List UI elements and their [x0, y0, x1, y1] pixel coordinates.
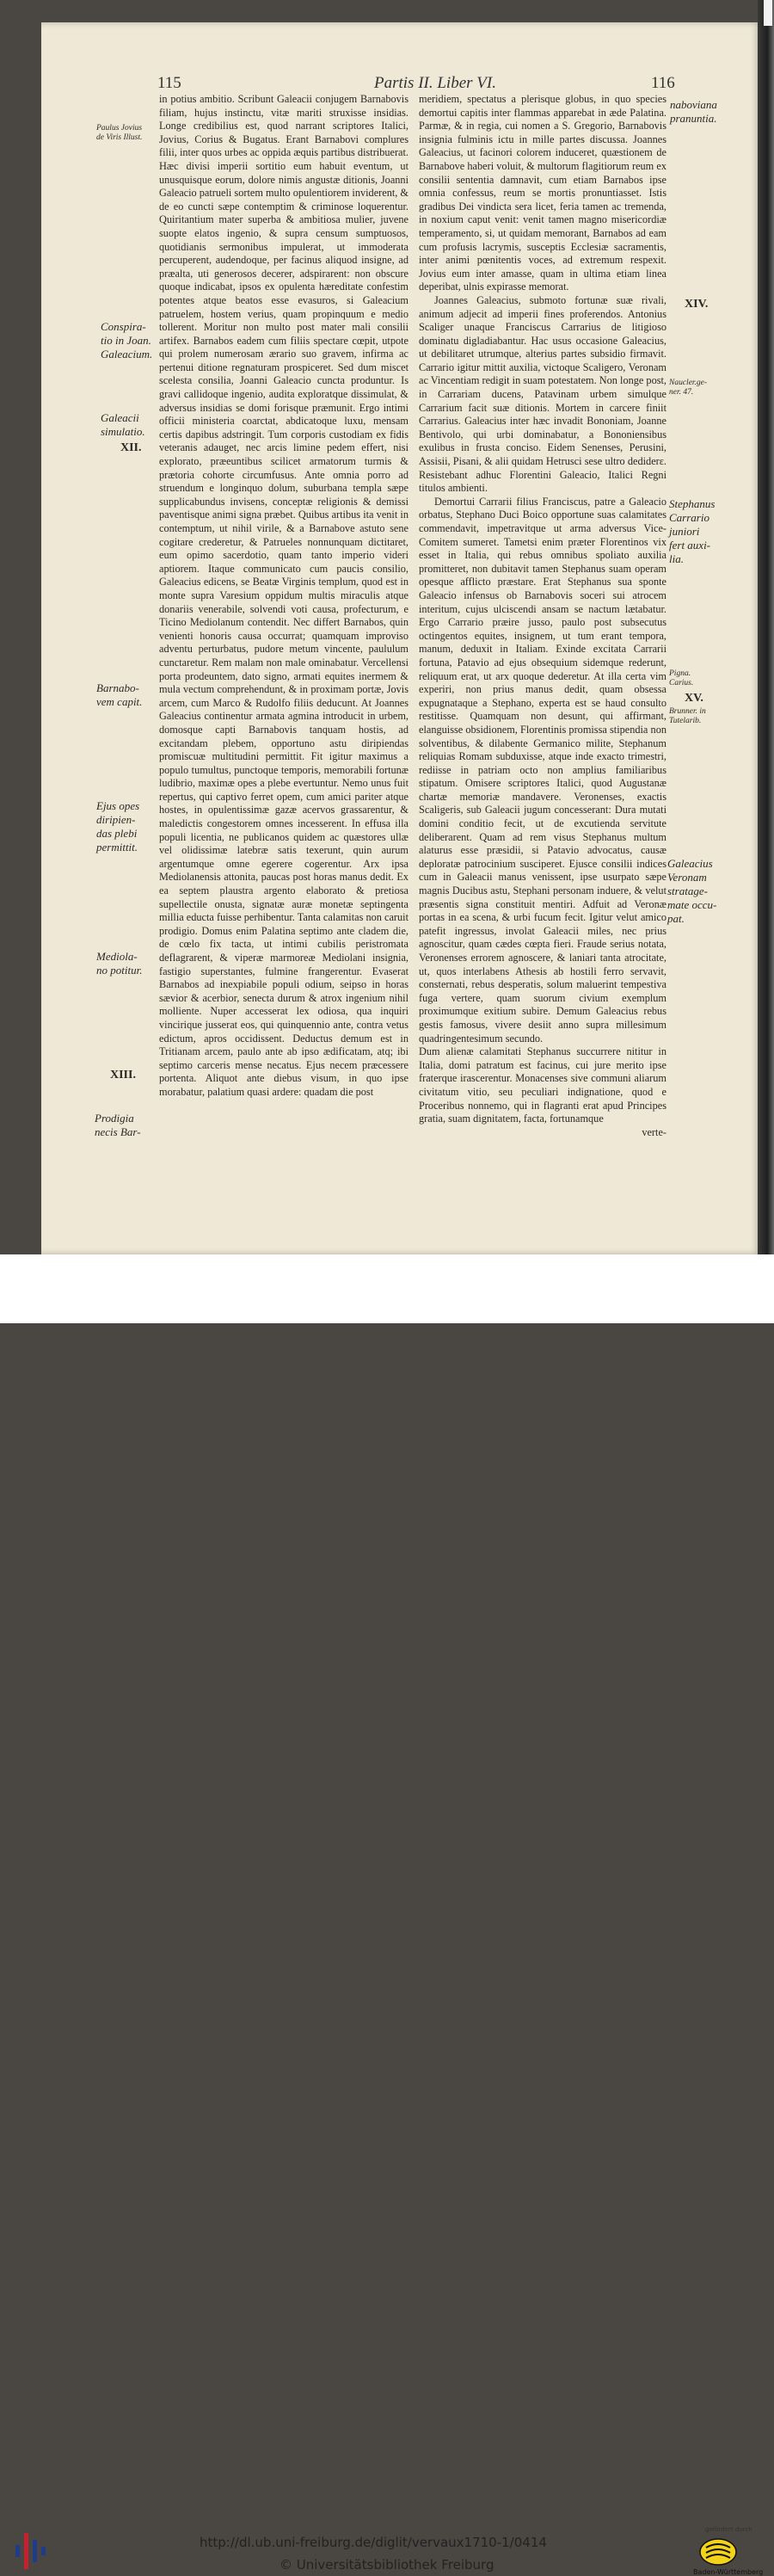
margin-section-xiii: XIII. — [110, 1069, 136, 1082]
copyright-notice: © Universitätsbibliothek Freiburg — [280, 2557, 494, 2573]
page-number-right: 116 — [651, 74, 675, 92]
margin-note-veronam: Galeacius Veronam stratage- mate occu- pat. — [667, 857, 717, 925]
margin-note-stephanus: Stephanus Carrario juniori fert auxi- lia. — [669, 497, 716, 565]
page-edge-strip — [764, 0, 772, 26]
margin-note-paulus-jovius: Paulus Jovius de Viris Illust. — [96, 124, 143, 142]
margin-note-brunner: Brunner. in Tutelarib. — [669, 707, 706, 725]
funded-by-label: gefördert durch — [705, 2526, 752, 2533]
right-paragraph-4: Dum alienæ calamitati Stephanus succurrere nititur in Italia, domi patratum est facinus, cui jure merito ipse fraterque irascerentur. Monacenses sive communi aliarum civitatum vitio, seu peculiari indignatione, quod e Proceribus nonnemo, qui in flagranti erat apud Principes gratia, suam dignitatem, facta, fortunamque — [419, 1045, 666, 1125]
margin-note-mediolano: Mediola- no potitur. — [96, 950, 143, 977]
running-title: Partis II. Liber VI. — [374, 74, 496, 92]
margin-note-conspiratio: Conspira- tio in Joan. Galeacium. — [101, 320, 153, 361]
catchword: verte- — [642, 1125, 666, 1138]
margin-note-nauclerus: Naucler.ge- ner. 47. — [669, 379, 708, 397]
margin-section-xv: XV. — [685, 692, 703, 705]
university-library-logo-icon — [14, 2530, 52, 2573]
right-paragraph-3: Demortui Carrarii filius Franciscus, patre a Galeacio orbatus, Stephano Duci Boico opportune suas calamitates commendavit, impetravitque ut arma adversus Vice-Comitem sumeret. Tametsi enim præter Florentinos vix esset in Italia, qui rebus omnibus spoliato auxilia promitteret, non dubitavit tamen Stephanus suam operam opesque afflicto præstare. Erat Stephanus sua sponte Galeacio infensus ob Barnabovis soceri sui atrocem interitum, cujus ulciscendi ansam se nactum lætabatur. Ergo Carrario præire jusso, paulo post subsecutus octingentos equites, insignem, ut tum erant tempora, manum, deduxit in Italiam. Exinde excitata Carrarii fortuna, Patavio ad ejus obsequium sidemque rederunt, reliquum erat, ut arx quoque dederetur. At illa certa vim experiri, non prius manus dedit, quam obsessa expugnataque a Stephano, experta est se haud consulto restitisse. Quamquam non desunt, qui affirmant, elanguisse obsidionem, Florentinis promissa stipendia non solventibus, & dilabente Germanico milite, Stephanum reliquias Romam subduxisse, atque inde exacto trimestri, rediisse in patriam octo non amplius familiaribus stipatum. Omisere scriptores Italici, quod Augustanæ chartæ memoriæ mandavere. Veronenses, exactis Scaligeris, sub Galeacii jugum concesserant: Dura mutati domini conditio fecit, ut de excutienda servitute deliberarent. Quam ad rem visus Stephanus multum alaturus esse præsidii, si Patavio advocatus, causæ deploratæ patrocinium susciperet. Ejusce consilii indices cum in Galeacii manus venissent, ipse usurpato sæpe magnis Ducibus astu, Stephani personam induere, & velut præsentis signa constituit mentiri. Adfuit ad Veronæ portas in ea scena, & urbi fucum fecit. Igitur velut amico patefit ingressus, involat Galeacii miles, nec prius agnoscitur, quam cædes cœpta fieri. Fraude serius notata, Veronenses errorem agnoscere, & laniari tanta atrocitate, ut, quos interlabens Athesis ab hostili ferro servavit, consternati, rebus desperatis, solum maluerint tempestiva fuga vertere, quam suorum civium exemplum proximumque exitium subire. Demum Galeacius rebus gestis famosus, vivere desiit anno supra millesimum quadringentesimum secundo. — [419, 495, 666, 1045]
margin-section-xii: XII. — [120, 441, 142, 454]
left-paragraph-1: in potius ambitio. Scribunt Galeacii conjugem Barnabovis filiam, hujus instinctu, vitæ mariti struxisse insidias. Longe credibilius est, quod narrant scriptores Italici, Jovius, Corius & Bugatus. Erant Barnabovi complures filii, inter quos urbes ac oppida æquis partibus distribuerat. Hæc divisi imperii sortitio eum habuit eventum, ut unusquisque eorum, dolore nimis angustæ ditionis, Joanni Galeacio patrueli sortem multo opulentiorem inviderent, & de eo cuncti sæpe contemptim & criminose loquerentur. Quiritantium mater superba & ambitiosa mulier, juvene suopte elatos ingenio, & supra censum sumptuosos, quotidianis sermonibus impulerat, ut immoderata percuperent, audendoque, per facinus aliquod insigne, ad præalta, uti generosos decerer, adspirarent: non obscure quoque indicabat, ipsos ex opulenta hæreditate confestim potentes atque beatos esse evasuros, si Galeacium patruelem, hostem verius, quam propinquum e medio tollerent. Moritur non multo post mater mali consilii artifex. Barnabos eadem cum filiis spectare cœpit, utpote qui prolem numerosam ærario suo gravem, infirma ac pertenui ditione regnaturam prospiceret. Sed dum miscet scelesta consilia, Joanni Galeacio cuncta produntur. Is gravi callidoque ingenio, audita exploratque dissimulat, & adversus insidias se domi forisque præmunit. Ergo intimi officii ministeria coarctat, abdicatoque luxu, mensam certis dapibus adstringit. Tum corporis custodiam ex fidis veteranis adauget, nec arcis limine pedem effert, nisi explorato, præeuntibus scilicet armatorum turmis & prætoria cohorte circumfusus. Ante omnia porro ad struendum e longinquo dolum, suburbana templa sæpe supplicabundus invisens, conceptæ religionis & demissi paventisque animi signa præbet. Quibus artibus ita venit in contemptum, ut nihil virile, & a Barnabove astuto sene cogitare crederetur, & Patrueles nonnunquam dictitaret, eum opimo sacerdotio, quam tanto imperio videri aptiorem. Itaque communicato cum paucis consilio, Galeacius edicens, se Beatæ Virginis templum, quod est in monte supra Varesium oppidum multis miraculis atque donariis venerabile, solvendi voti causa, profecturum, e Ticino Mediolanum contendit. Nec differt Barnabos, quin venienti honoris causa occurrat; quamquam improviso adventu perturbatus, pudore metum vincente, paululum cunctaretur. Rem malam non male ominabatur. Vercellensi porta prodeuntem, dato signo, armati equites inermem & mula vectum comprehendunt, & in proximam portæ, Jovis arcem, cum Marco & Rudolfo filiis deducunt. At Joannes Galeacius continentur armata agmina introducit in urbem, domosque capti Barnabovis tanquam hostis, ad excitandam plebem, opportuno astu diripiendas promiscuæ multitudini permittit. Fit igitur maximus a populo tumultus, punctoque temporis, memorabili fortunæ ludibrio, maximæ opes a plebe evertuntur. Nemo unus fuit repertus, qui captivo ferret opem, cum amici pariter atque hostes, in opulentissimæ gazæ acervos grassarentur, & maledictis congestorem omnes incesserent. In effusa illa populi licentia, ne publicanos quidem ac quæstores ullæ vel olidissimæ latebræ satis texerunt, quin aurum argentumque omne egerere cogerentur. Arx ipsa Mediolanensis attonita, paucas post horas manus dedit. Ex ea septem plaustra argento elaborato & pretiosa supellectile onusta, signatæ auræ monetæ septingenta millia educta fuisse perhibentur. Tanta calamitas non caruit prodigio. Domus enim Palatina septimo ante cladem die, de cœlo fix tacta, ut intimi cubilis peristromata deflagrarent, & viperæ marmoreæ Mediolani insignia, fastigio superstantes, fulmine frangerentur. Evaserat Barnabos ad inexpiabile populi odium, seipso in horas sævior & acerbior, senecta durum & atrox ingenium nihil molliente. Nuper accesserat lex odiosa, qua inquiri vincirique jusserat eos, qui quinquennio ante, contra vetus edictum, apros occidissent. Deductus demum est in Tritianam arcem, paulo ante ab ipso ædificatam, atq; ibi septimo carceris mense necatus. Ejus necem præcessere portenta. Aliquot ante diebus visum, in quo ipse morabatur, palatium quasi ardere: quadam die post — [159, 93, 408, 1098]
funder-name: Baden-Württemberg — [693, 2568, 764, 2576]
margin-note-prodigia: Prodigia necis Bar- — [95, 1112, 141, 1138]
margin-section-xiv: XIV. — [685, 298, 709, 311]
permalink-url[interactable]: http://dl.ub.uni-freiburg.de/diglit/vervaux1710-1/0414 — [200, 2535, 547, 2550]
margin-note-naboviana: naboviana pranuntia. — [670, 98, 717, 125]
margin-note-opes: Ejus opes diripien- das plebi permittit. — [96, 799, 140, 854]
viewer-footer — [0, 1254, 774, 2576]
book-spine-edge — [758, 0, 774, 1254]
right-paragraph-2: Joannes Galeacius, submoto fortunæ suæ rivali, animum adjecit ad imperii fines proferendos. Antonius Scaliger unaque Franciscus Carrarius de litigioso dominatu digladiabantur. Hac usus occasione Galeacius, ut debilitaret utrumque, alterius partes subsidio firmavit. Carrario igitur mittit auxilia, victoque Scaligero, Veronam ac Vincentiam redigit in suam potestatem. Non longe post, in Carrariam ducens, Patavinam urbem simulque Carrarium facit suæ ditionis. Mortem in carcere finiit Carrarius. Galeacius inter hæc invadit Bononiam, Joanne Bentivolo, qui urbi dominabatur, a Bononiensibus exulibus in frusta conciso. Eidem Senenses, Perusini, Assisii, Pisani, & alii quidam Hetrusci sese ultro dediderε. Resistebant adhuc Florentini Galeacio, Italici Regni titulos ambienti. — [419, 293, 666, 495]
margin-note-pigna: Pigna. Carius. — [669, 669, 694, 687]
page-number-left: 115 — [157, 74, 181, 92]
right-paragraph-1: meridiem, spectatus a plerisque globus, in quo species demortui capitis inter flammas apparebat in æde Palatina. Parmæ, & in regia, cui nomen a S. Gregorio, Barnabovis insignia fulminis ictu in mille partes discussa. Joannes Galeacius, ut facinori colorem induceret, quæstionem de Barnabove haberi voluit, & multorum flagitiorum reum ex consilii sententia damnavit, cum etiam Barnabos ipse omnia confessus, reum se mortis pronuntiasset. Istis gradibus Dei vindicta sera licet, feria tamen ac tremenda, in noxium caput venit: venit tamen magno misericordiæ temperamento, si, ut quidam memorant, Barnabos ad eam cum profusis lacrymis, susceptis Ecclesiæ sacramentis, inter animi pœnitentis voces, ad extremum respexit. Jovius eum inter amasse, quam in ultima etiam linea deperibat, ulnis expirasse memorat. — [419, 93, 666, 293]
baden-wuerttemberg-crest-icon — [698, 2537, 738, 2567]
right-text-column — [419, 93, 666, 1139]
margin-note-simulatio: Galeacii simulatio. — [101, 411, 145, 438]
left-text-column — [159, 93, 408, 1100]
margin-note-barnabovem: Barnabo- vem capit. — [96, 681, 143, 708]
